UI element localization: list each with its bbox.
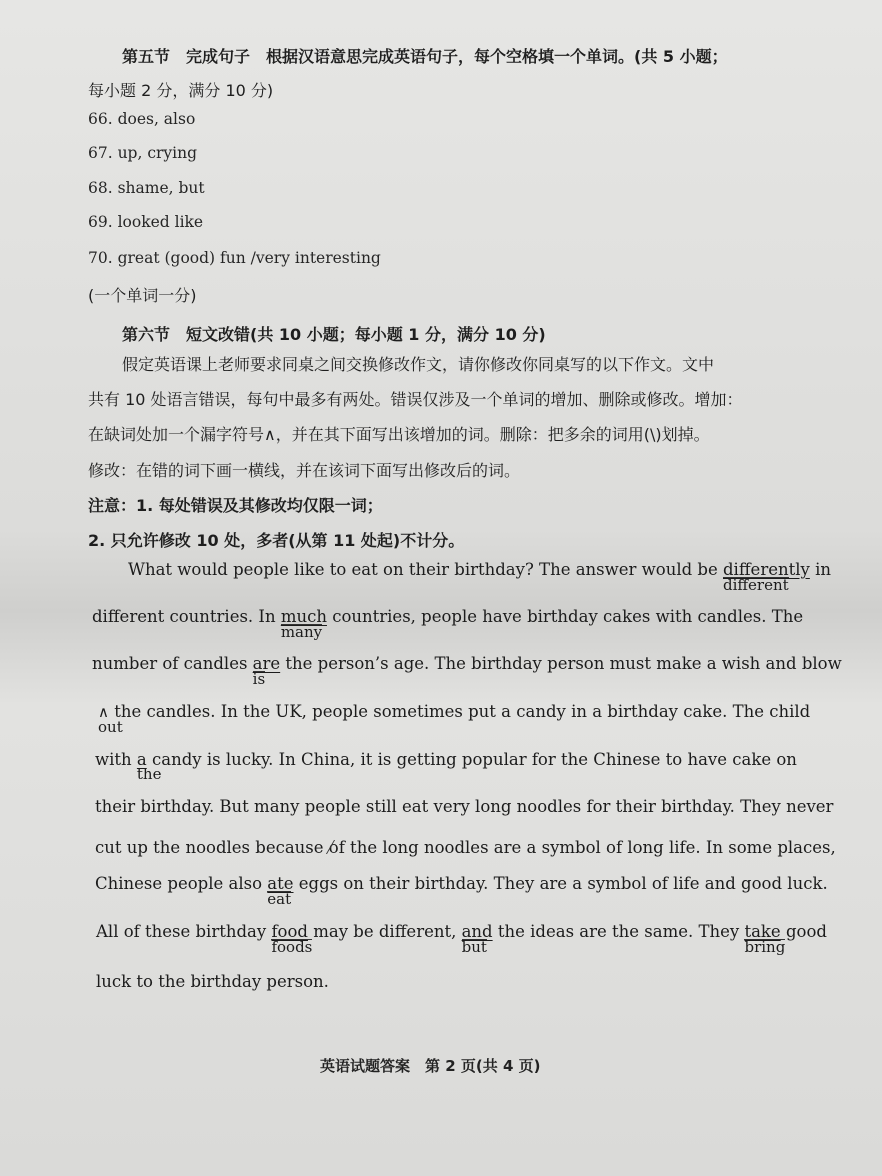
correction-word: but xyxy=(461,938,487,956)
correction-word: foods xyxy=(271,938,313,956)
essay-line-10: luck to the birthday person. xyxy=(96,972,329,991)
correction-9a xyxy=(271,922,313,956)
correction-word: many xyxy=(280,623,323,641)
correction-word: out xyxy=(98,718,123,736)
page-footer: 英语试题答案 第 2 页(共 4 页) xyxy=(320,1057,541,1075)
essay-line-9 xyxy=(96,922,827,956)
error-word: are xyxy=(252,654,281,673)
instruction-line-3: 在缺词处加一个漏字符号∧，并在其下面写出该增加的词。删除：把多余的词用(\)划掉。 xyxy=(88,425,710,444)
essay-text: eggs on their birthday. They are a symbol of life and good luck. xyxy=(293,874,828,893)
error-word: ate xyxy=(267,874,294,893)
scoring-note: (一个单词一分) xyxy=(88,286,197,305)
correction-3 xyxy=(252,654,281,688)
essay-text: different countries. In xyxy=(92,607,281,626)
essay-line-2 xyxy=(92,607,804,641)
error-word: take xyxy=(744,922,781,941)
error-word: differently xyxy=(723,560,810,579)
essay-text: What would people like to eat on their birthday? The answer would be xyxy=(128,560,723,579)
essay-text: the long noodles are a symbol of long life. In some places, xyxy=(344,838,836,857)
correction-word: bring xyxy=(744,938,786,956)
correction-2 xyxy=(280,607,327,641)
error-word: food xyxy=(271,922,308,941)
essay-text: All of these birthday xyxy=(96,922,272,941)
correction-word: is xyxy=(252,670,266,688)
answer-70: 70. great (good) fun /very interesting xyxy=(88,249,381,267)
instruction-line-4: 修改：在错的词下画一横线，并在该词下面写出修改后的词。 xyxy=(88,461,521,480)
instruction-line-2: 共有 10 处语言错误，每句中最多有两处。错误仅涉及一个单词的增加、删除或修改。增加： xyxy=(88,390,743,409)
essay-text: Chinese people also xyxy=(95,874,268,893)
essay-text: countries, people have birthday cakes with candles. The xyxy=(326,607,804,626)
section6-heading: 第六节 短文改错(共 10 小题；每小题 1 分，满分 10 分) xyxy=(122,325,546,344)
error-word: and xyxy=(461,922,493,941)
essay-text: the ideas are the same. They xyxy=(492,922,745,941)
essay-text: cut up the noodles because xyxy=(95,838,329,857)
essay-text: in xyxy=(809,560,831,579)
error-word: much xyxy=(280,607,327,626)
essay-line-4 xyxy=(98,702,811,736)
note-line-2: 2. 只允许修改 10 处，多者(从第 11 处起)不计分。 xyxy=(88,531,465,550)
correction-4 xyxy=(98,702,123,736)
correction-8 xyxy=(267,874,294,908)
note-line-1: 注意：1. 每处错误及其修改均仅限一词； xyxy=(88,496,383,515)
insertion-caret: ∧ xyxy=(98,703,109,721)
deleted-word: of xyxy=(328,838,345,857)
section5-heading-cont: 每小题 2 分，满分 10 分) xyxy=(88,81,274,100)
instruction-line-1: 假定英语课上老师要求同桌之间交换修改作文，请你修改你同桌写的以下作文。文中 xyxy=(122,355,715,374)
correction-5 xyxy=(136,750,162,783)
essay-line-3 xyxy=(92,654,842,688)
essay-text: number of candles xyxy=(92,654,253,673)
answer-67: 67. up, crying xyxy=(88,144,198,162)
correction-word: eat xyxy=(267,890,292,908)
essay-text: may be different, xyxy=(308,922,462,941)
answer-69: 69. looked like xyxy=(88,213,204,231)
correction-word: different xyxy=(723,576,789,594)
essay-line-5 xyxy=(95,750,797,783)
essay-line-7 xyxy=(95,838,836,857)
essay-text: candy is lucky. In China, it is getting popular for the Chinese to have cake on xyxy=(146,750,797,769)
answer-68: 68. shame, but xyxy=(88,179,205,197)
essay-line-6: their birthday. But many people still eat very long noodles for their birthday. They never xyxy=(95,797,834,816)
answer-66: 66. does, also xyxy=(88,110,196,128)
correction-1 xyxy=(723,560,810,594)
essay-line-1 xyxy=(128,560,831,594)
error-word: a xyxy=(136,750,147,769)
correction-9c xyxy=(744,922,786,956)
essay-text: the candles. In the UK, people sometimes put a candy in a birthday cake. The child xyxy=(108,702,811,721)
essay-text: good xyxy=(780,922,827,941)
correction-word: the xyxy=(136,765,162,783)
correction-9b xyxy=(461,922,493,956)
section5-heading: 第五节 完成句子 根据汉语意思完成英语句子，每个空格填一个单词。(共 5 小题； xyxy=(122,47,728,66)
essay-line-8 xyxy=(95,874,828,908)
essay-text: with xyxy=(95,750,137,769)
essay-text: the person’s age. The birthday person must make a wish and blow xyxy=(280,654,842,673)
